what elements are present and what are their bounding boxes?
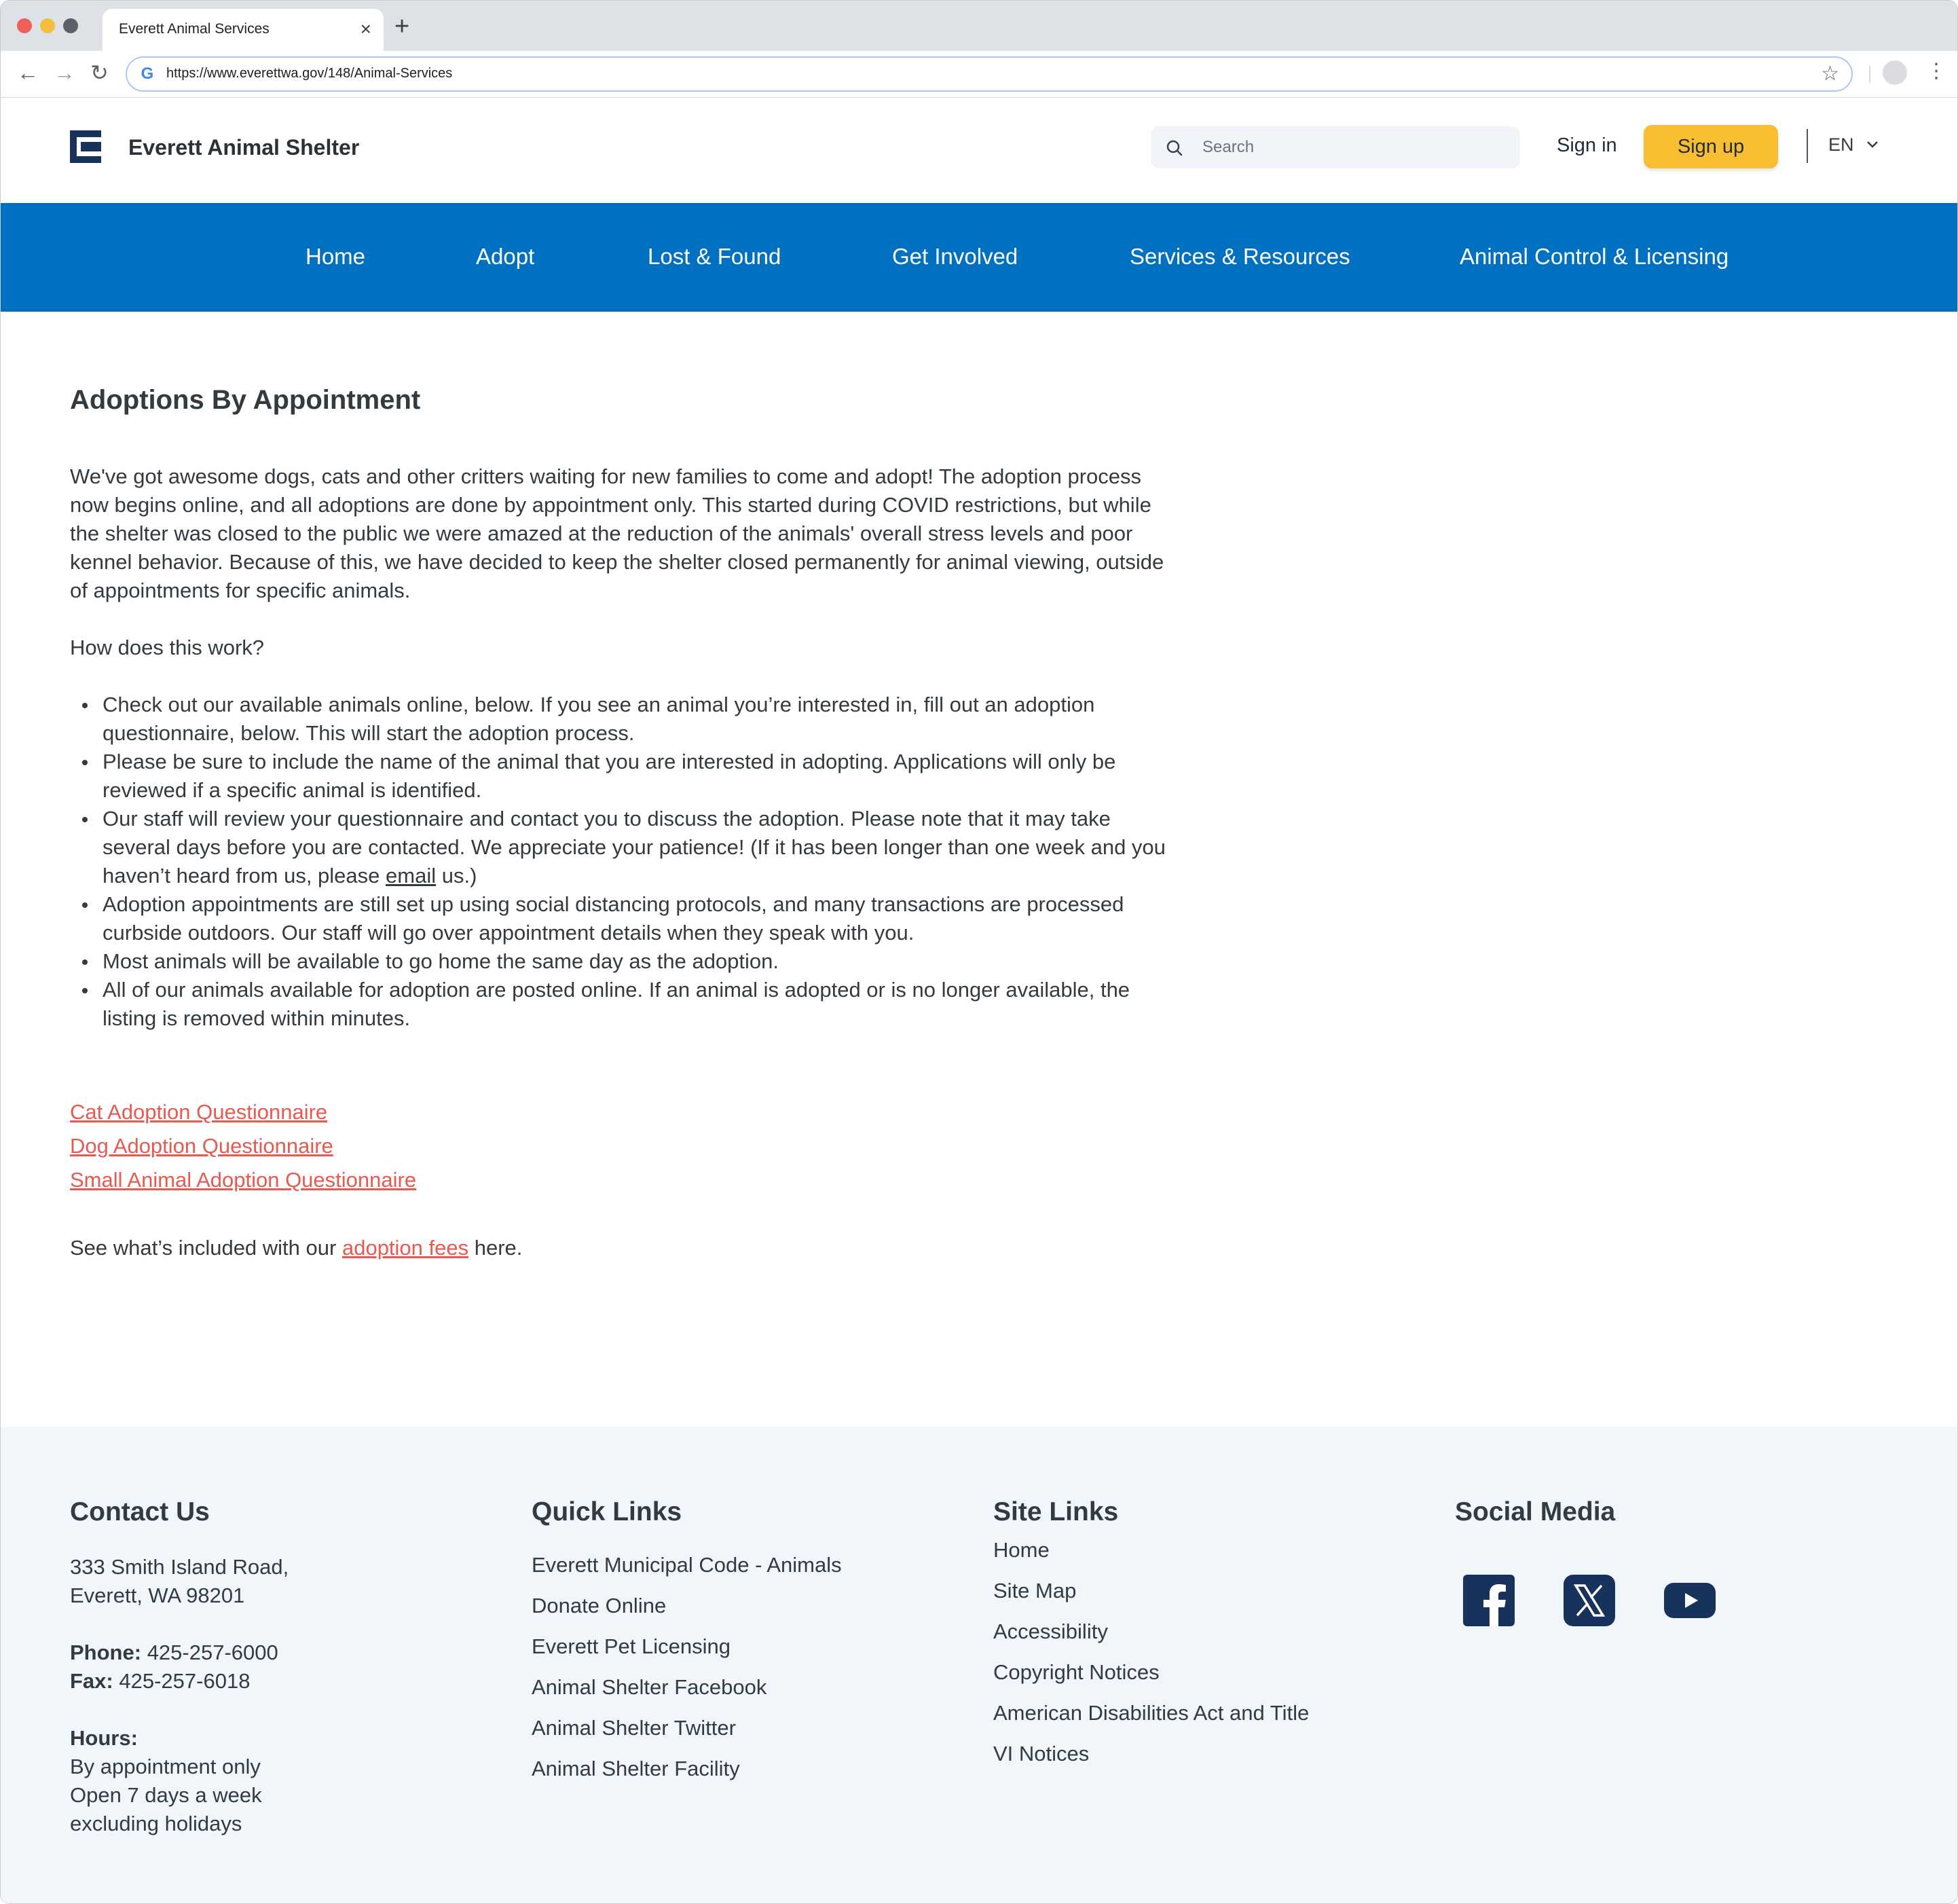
- quick-link-twitter[interactable]: Animal Shelter Twitter: [532, 1716, 736, 1740]
- maximize-window-button[interactable]: [63, 18, 78, 33]
- fees-prefix: See what’s included with our: [70, 1236, 337, 1260]
- youtube-icon[interactable]: [1664, 1575, 1716, 1626]
- hours-line: Open 7 days a week: [70, 1783, 262, 1807]
- site-link-ada[interactable]: American Disabilities Act and Title: [993, 1701, 1310, 1725]
- address-line-1: 333 Smith Island Road,: [70, 1555, 289, 1579]
- cat-questionnaire-link[interactable]: Cat Adoption Questionnaire: [70, 1100, 328, 1124]
- site-footer: [1, 1427, 1957, 1904]
- reload-icon[interactable]: ↻: [90, 60, 109, 85]
- browser-tab[interactable]: [103, 9, 384, 51]
- quick-links-column: [532, 1495, 842, 1789]
- list-item: Check out our available animals online, below. If you see an animal you’re interested in, fill out an adoption questionnaire, below. This will start the adoption process.: [103, 691, 1170, 748]
- site-links-title: Site Links: [993, 1497, 1119, 1526]
- site-links-column: [993, 1495, 1309, 1774]
- how-it-works-heading: How does this work?: [70, 636, 265, 659]
- minimize-window-button[interactable]: [40, 18, 55, 33]
- header-divider: [1807, 129, 1808, 163]
- list-item: Most animals will be available to go home the same day as the adoption.: [103, 947, 1170, 976]
- adoption-fees-text: [70, 1231, 1170, 1265]
- small-animal-questionnaire-link[interactable]: Small Animal Adoption Questionnaire: [70, 1168, 417, 1192]
- site-link-accessibility[interactable]: Accessibility: [993, 1619, 1108, 1643]
- site-link-home[interactable]: Home: [993, 1538, 1050, 1562]
- close-window-button[interactable]: [17, 18, 32, 33]
- hours-label: [70, 1724, 289, 1753]
- site-link-copyright[interactable]: Copyright Notices: [993, 1660, 1160, 1684]
- new-tab-icon[interactable]: +: [394, 12, 410, 41]
- address-bar[interactable]: [126, 56, 1853, 92]
- x-twitter-icon[interactable]: [1564, 1575, 1615, 1626]
- hours-line: excluding holidays: [70, 1812, 242, 1835]
- contact-title: Contact Us: [70, 1497, 210, 1526]
- search-box[interactable]: [1151, 126, 1520, 168]
- chevron-down-icon[interactable]: [1865, 137, 1880, 152]
- dog-questionnaire-link[interactable]: Dog Adoption Questionnaire: [70, 1134, 333, 1158]
- main-content: [70, 381, 1170, 1286]
- fees-suffix: here.: [474, 1236, 523, 1260]
- list-item: [103, 805, 1170, 890]
- quick-link-pet-licensing[interactable]: Everett Pet Licensing: [532, 1634, 731, 1658]
- shelter-logo-icon[interactable]: [70, 130, 101, 163]
- profile-avatar[interactable]: [1883, 60, 1907, 85]
- nav-lost-found[interactable]: Lost & Found: [648, 244, 781, 269]
- hours-label-text: Hours:: [70, 1726, 138, 1750]
- search-icon: [1166, 139, 1183, 157]
- search-input[interactable]: [1202, 126, 1501, 168]
- quick-link-facility[interactable]: Animal Shelter Facility: [532, 1757, 740, 1780]
- quick-links-title: Quick Links: [532, 1497, 682, 1526]
- fax-label: Fax:: [70, 1669, 113, 1693]
- steps-list: [70, 691, 1170, 1033]
- list-item: Please be sure to include the name of the animal that you are interested in adopting. Applications will only be reviewed if a specific animal is identified.: [103, 748, 1170, 805]
- address-line-2: Everett, WA 98201: [70, 1583, 245, 1607]
- fax-line: [70, 1667, 289, 1696]
- back-icon[interactable]: ←: [17, 60, 39, 85]
- url-text[interactable]: https://www.everettwa.gov/148/Animal-Services: [166, 66, 453, 81]
- phone-line: [70, 1638, 289, 1667]
- email-suffix: us.): [441, 864, 477, 887]
- quick-link-facebook[interactable]: Animal Shelter Facebook: [532, 1675, 767, 1699]
- nav-animal-control-licensing[interactable]: Animal Control & Licensing: [1460, 244, 1729, 269]
- main-navigation: [1, 203, 1957, 312]
- step-text: Our staff will review your questionnaire and contact you to discuss the adoption. Please note that it may take several days before you are contacted. We appreciate your patience! (If it has been longer than one week and you haven’t heard from us, please: [103, 807, 1166, 887]
- site-header: [1, 98, 1957, 203]
- tab-close-icon[interactable]: ×: [360, 18, 371, 39]
- list-item: All of our animals available for adoption are posted online. If an animal is adopted or is no longer available, the listing is removed within minutes.: [103, 976, 1170, 1033]
- fax-number: 425-257-6018: [119, 1669, 251, 1693]
- browser-menu-icon[interactable]: ⋮: [1926, 60, 1946, 82]
- social-column: [1455, 1495, 1615, 1530]
- nav-get-involved[interactable]: Get Involved: [892, 244, 1018, 269]
- site-link-vi-notices[interactable]: VI Notices: [993, 1742, 1090, 1765]
- hours-line: By appointment only: [70, 1755, 261, 1778]
- facebook-icon[interactable]: [1463, 1575, 1515, 1626]
- site-link-site-map[interactable]: Site Map: [993, 1579, 1077, 1603]
- bookmark-star-icon[interactable]: ☆: [1821, 62, 1839, 85]
- list-item: Adoption appointments are still set up using social distancing protocols, and many transactions are processed curbside outdoors. Our staff will go over appointment details when they speak with you.: [103, 890, 1170, 947]
- tab-title: Everett Animal Services: [119, 21, 270, 37]
- forward-icon[interactable]: →: [54, 60, 75, 85]
- adoption-fees-link[interactable]: adoption fees: [341, 1236, 469, 1260]
- email-link[interactable]: email: [386, 864, 437, 887]
- language-selector[interactable]: EN: [1828, 134, 1854, 155]
- contact-column: [70, 1495, 289, 1838]
- page-title: Adoptions By Appointment: [70, 385, 421, 415]
- sign-in-link[interactable]: Sign in: [1557, 134, 1617, 156]
- nav-adopt[interactable]: Adopt: [476, 244, 535, 269]
- quick-link-municipal-code[interactable]: Everett Municipal Code - Animals: [532, 1553, 842, 1577]
- toolbar-divider: [1869, 66, 1870, 84]
- sign-up-button[interactable]: Sign up: [1644, 125, 1778, 168]
- site-brand[interactable]: Everett Animal Shelter: [128, 135, 360, 160]
- google-icon: G: [141, 65, 154, 83]
- phone-number[interactable]: 425-257-6000: [147, 1641, 278, 1664]
- nav-services-resources[interactable]: Services & Resources: [1130, 244, 1350, 269]
- questionnaire-links: [70, 1095, 1170, 1197]
- browser-toolbar: [1, 51, 1957, 98]
- intro-paragraph: We've got awesome dogs, cats and other critters waiting for new families to come and adopt! The adoption process now begins online, and all adoptions are done by appointment only. This started during COVID restrictions, but while the shelter was closed to the public we were amazed at the reduction of the animals' overall stress levels and poor kennel behavior. Because of this, we have decided to keep the shelter closed permanently for animal viewing, outside of appointments for specific animals.: [70, 464, 1164, 602]
- nav-home[interactable]: Home: [306, 244, 366, 269]
- phone-label: Phone:: [70, 1641, 142, 1664]
- quick-link-donate[interactable]: Donate Online: [532, 1594, 667, 1617]
- social-title: Social Media: [1455, 1497, 1616, 1526]
- tab-strip: [1, 1, 1957, 51]
